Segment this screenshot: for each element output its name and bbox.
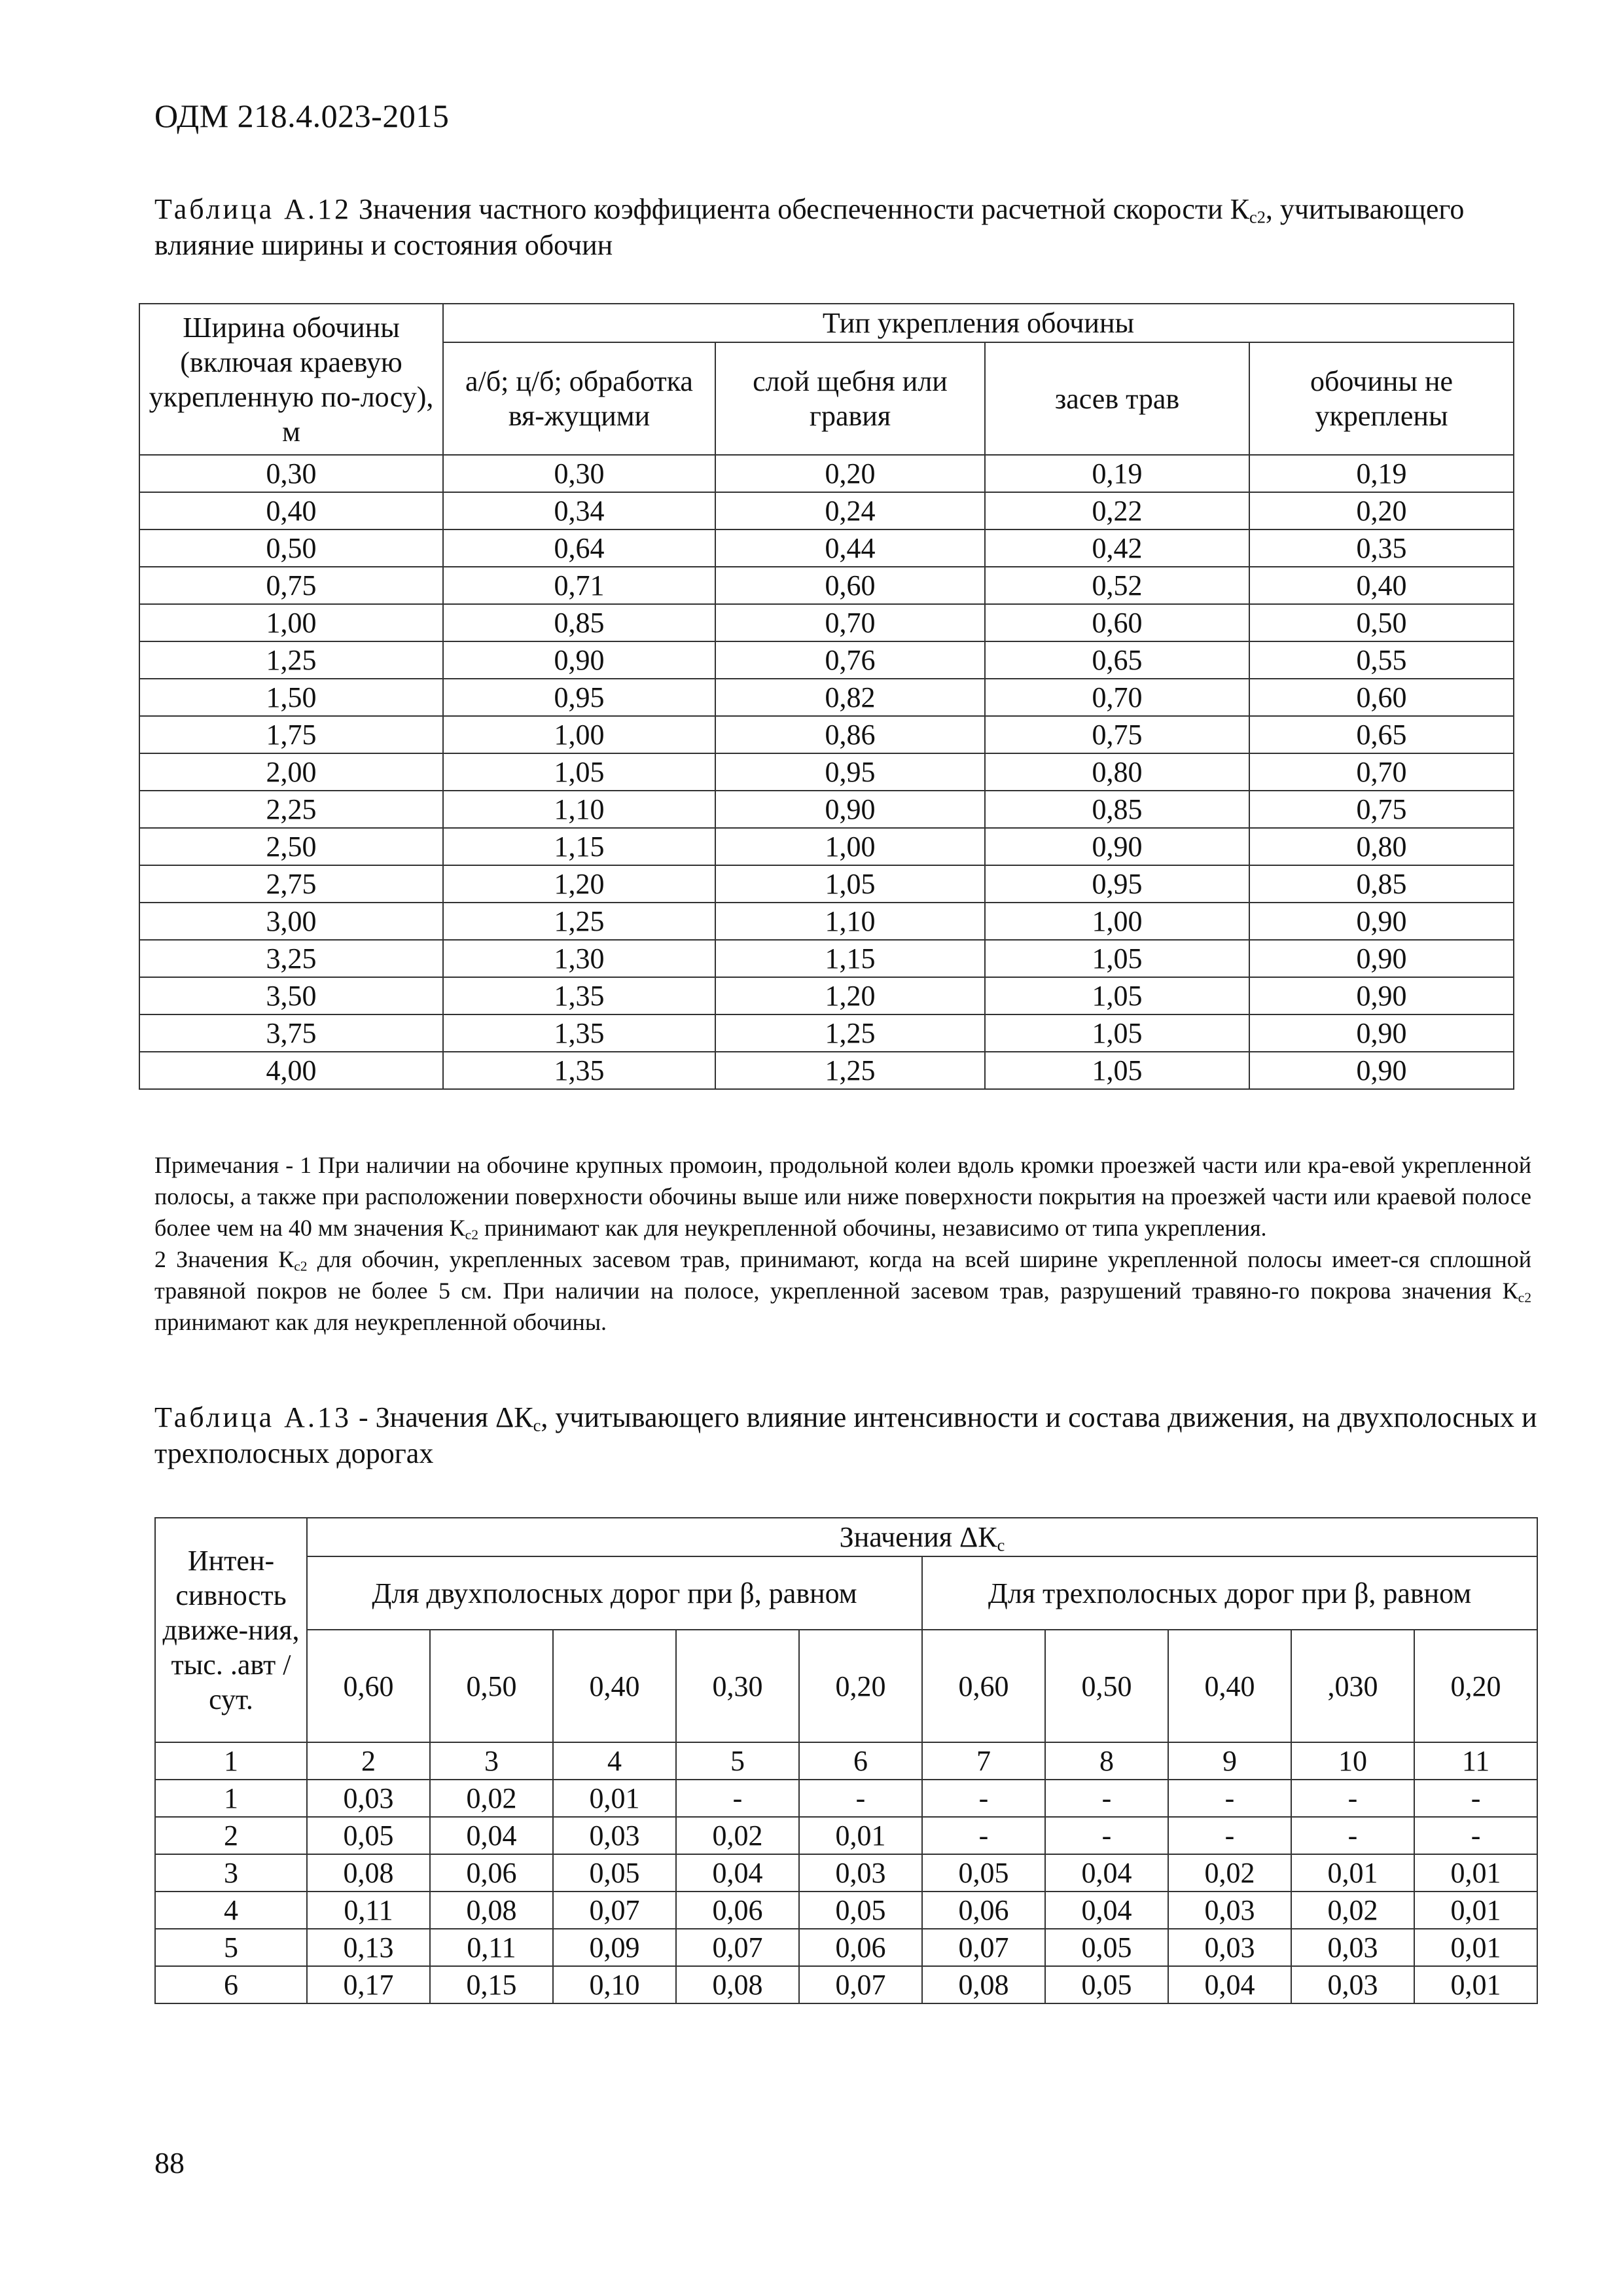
table-a12-subcol-asphalt: а/б; ц/б; обработка вя-жущими <box>443 342 715 455</box>
table-cell: 0,08 <box>676 1966 799 2003</box>
table-cell: 0,13 <box>307 1929 430 1966</box>
table-cell: 0,04 <box>430 1817 553 1854</box>
table-row <box>139 977 1514 1014</box>
table-cell: 0,90 <box>985 828 1249 865</box>
table-row <box>155 1854 1537 1892</box>
table-row <box>155 1892 1537 1929</box>
table-cell: 0,20 <box>1249 492 1514 529</box>
table-cell: 0,86 <box>715 716 985 753</box>
table-cell: 0,52 <box>985 567 1249 604</box>
note-1-sub: c2 <box>465 1227 479 1243</box>
table-cell: 0,60 <box>1249 679 1514 716</box>
table-cell: 0,03 <box>1168 1929 1291 1966</box>
table-cell: 2,25 <box>139 791 443 828</box>
note-2-text: 2 Значения К <box>154 1246 294 1272</box>
table-cell: 1,00 <box>443 716 715 753</box>
table-a13-beta-row <box>155 1630 1537 1742</box>
table-cell: 3,25 <box>139 940 443 977</box>
table-cell: 1,10 <box>715 903 985 940</box>
table-cell: 0,07 <box>553 1892 676 1929</box>
table-a12-label: Таблица А.12 <box>154 193 351 225</box>
table-row <box>139 455 1514 492</box>
table-cell: 1,35 <box>443 977 715 1014</box>
table-a13-caption <box>154 1399 1555 1471</box>
table-cell: 6 <box>155 1966 307 2003</box>
table-row <box>139 753 1514 791</box>
beta-value-cell: ,030 <box>1291 1630 1414 1742</box>
table-cell: 0,95 <box>443 679 715 716</box>
table-cell: 0,05 <box>1045 1929 1168 1966</box>
column-number-cell: 5 <box>676 1742 799 1780</box>
table-a13-label: Таблица А.13 <box>154 1401 351 1433</box>
table-cell: 0,30 <box>443 455 715 492</box>
table-a12-caption-text-2: , учитывающего влияние ширины и состояния обочин <box>154 193 1465 261</box>
table-row <box>139 940 1514 977</box>
table-cell: 0,06 <box>922 1892 1045 1929</box>
table-cell: 0,85 <box>1249 865 1514 903</box>
column-number-cell: 6 <box>799 1742 922 1780</box>
table-cell: 0,07 <box>676 1929 799 1966</box>
table-cell: 0,19 <box>985 455 1249 492</box>
table-cell: 3,50 <box>139 977 443 1014</box>
table-cell: 0,06 <box>676 1892 799 1929</box>
table-cell: 2,00 <box>139 753 443 791</box>
table-cell: 0,03 <box>307 1780 430 1817</box>
table-cell: 1,05 <box>985 977 1249 1014</box>
table-a13-col-intensity-header: Интен-сивность движе-ния, тыс. .авт /сут. <box>155 1518 307 1742</box>
table-cell: 0,02 <box>1291 1892 1414 1929</box>
table-cell: 3 <box>155 1854 307 1892</box>
table-cell: 1,15 <box>443 828 715 865</box>
table-cell: 0,01 <box>1414 1966 1537 2003</box>
column-number-cell: 2 <box>307 1742 430 1780</box>
table-a13-caption-text: - Значения ΔК <box>351 1401 533 1433</box>
table-a13-three-lane-header: Для трехполосных дорог при β, равном <box>922 1556 1537 1630</box>
table-row <box>139 641 1514 679</box>
table-cell: 0,90 <box>1249 1052 1514 1089</box>
table-a12-col-width-header: Ширина обочины (включая краевую укрепленную по-лосу), м <box>139 304 443 455</box>
table-cell: 0,90 <box>1249 977 1514 1014</box>
table-cell: 0,05 <box>1045 1966 1168 2003</box>
table-a12-subcol-grass: засев трав <box>985 342 1249 455</box>
table-cell: 0,44 <box>715 529 985 567</box>
table-cell: - <box>922 1780 1045 1817</box>
table-cell: 0,06 <box>430 1854 553 1892</box>
table-cell: 0,34 <box>443 492 715 529</box>
table-cell: 0,82 <box>715 679 985 716</box>
beta-value-cell: 0,60 <box>307 1630 430 1742</box>
note-1 <box>154 1149 1531 1244</box>
table-cell: 0,06 <box>799 1929 922 1966</box>
table-cell: 0,95 <box>985 865 1249 903</box>
column-number-cell: 10 <box>1291 1742 1414 1780</box>
table-row <box>155 1929 1537 1966</box>
table-cell: 2,50 <box>139 828 443 865</box>
table-cell: - <box>1291 1780 1414 1817</box>
table-a12-subcol-gravel: слой щебня или гравия <box>715 342 985 455</box>
table-cell: 1,25 <box>443 903 715 940</box>
table-a12 <box>139 303 1514 1090</box>
table-row <box>139 679 1514 716</box>
table-cell: 0,75 <box>985 716 1249 753</box>
table-cell: 0,76 <box>715 641 985 679</box>
table-a13 <box>154 1517 1538 2004</box>
note-2-text-2: для обочин, укрепленных засевом трав, принимают, когда на всей ширине укрепленной полосы имеет-ся сплошной травяной покров не более 5 см. При наличии на полосе, укрепленной засевом трав, разрушений травяно-го покрова значения К <box>154 1246 1531 1304</box>
table-cell: 0,05 <box>799 1892 922 1929</box>
note-2-text-3: принимают как для неукрепленной обочины. <box>154 1309 607 1335</box>
table-cell: 0,65 <box>1249 716 1514 753</box>
table-cell: 0,01 <box>1414 1929 1537 1966</box>
table-cell: 1,15 <box>715 940 985 977</box>
beta-value-cell: 0,40 <box>553 1630 676 1742</box>
table-cell: 0,03 <box>1291 1929 1414 1966</box>
table-cell: 0,50 <box>139 529 443 567</box>
document-code: ОДМ 218.4.023-2015 <box>154 98 450 134</box>
beta-value-cell: 0,20 <box>1414 1630 1537 1742</box>
table-cell: 0,70 <box>715 604 985 641</box>
table-cell: 2 <box>155 1817 307 1854</box>
table-cell: 4 <box>155 1892 307 1929</box>
table-cell: 0,35 <box>1249 529 1514 567</box>
page-number: 88 <box>154 2146 185 2179</box>
table-row <box>139 716 1514 753</box>
table-row <box>155 1966 1537 2003</box>
table-cell: 1,20 <box>443 865 715 903</box>
table-cell: 0,04 <box>1045 1892 1168 1929</box>
table-row <box>155 1817 1537 1854</box>
table-cell: 0,10 <box>553 1966 676 2003</box>
table-cell: 1,30 <box>443 940 715 977</box>
table-cell: - <box>1291 1817 1414 1854</box>
table-cell: 0,24 <box>715 492 985 529</box>
table-cell: 0,60 <box>715 567 985 604</box>
table-a13-group-title: Значения ΔК <box>839 1521 997 1553</box>
table-cell: 1,20 <box>715 977 985 1014</box>
table-cell: 1,05 <box>985 1052 1249 1089</box>
table-cell: 0,75 <box>139 567 443 604</box>
table-cell: 5 <box>155 1929 307 1966</box>
table-cell: 1,25 <box>715 1014 985 1052</box>
table-cell: 0,03 <box>553 1817 676 1854</box>
column-number-cell: 8 <box>1045 1742 1168 1780</box>
table-row <box>139 604 1514 641</box>
table-a13-group-header <box>307 1518 1537 1556</box>
table-cell: 1,05 <box>443 753 715 791</box>
table-cell: 0,17 <box>307 1966 430 2003</box>
table-cell: - <box>1045 1780 1168 1817</box>
table-cell: 0,90 <box>1249 940 1514 977</box>
table-cell: - <box>1168 1817 1291 1854</box>
table-row <box>139 1052 1514 1089</box>
table-cell: 0,55 <box>1249 641 1514 679</box>
table-cell: 0,90 <box>443 641 715 679</box>
table-cell: 0,01 <box>1414 1892 1537 1929</box>
table-row <box>139 567 1514 604</box>
table-cell: 0,22 <box>985 492 1249 529</box>
table-row <box>139 1014 1514 1052</box>
table-cell: - <box>676 1780 799 1817</box>
table-cell: 0,90 <box>715 791 985 828</box>
table-cell: 0,40 <box>1249 567 1514 604</box>
column-number-cell: 4 <box>553 1742 676 1780</box>
table-row <box>139 529 1514 567</box>
table-cell: 0,05 <box>307 1817 430 1854</box>
table-cell: 1,75 <box>139 716 443 753</box>
table-cell: 0,01 <box>1291 1854 1414 1892</box>
column-number-cell: 3 <box>430 1742 553 1780</box>
table-cell: 0,50 <box>1249 604 1514 641</box>
table-cell: 0,70 <box>1249 753 1514 791</box>
table-row <box>139 791 1514 828</box>
table-cell: 3,00 <box>139 903 443 940</box>
table-cell: - <box>922 1817 1045 1854</box>
table-cell: 1,05 <box>715 865 985 903</box>
table-cell: 0,08 <box>430 1892 553 1929</box>
table-row <box>139 903 1514 940</box>
table-cell: - <box>1414 1817 1537 1854</box>
table-cell: 0,20 <box>715 455 985 492</box>
table-cell: 0,03 <box>1291 1966 1414 2003</box>
table-cell: 0,01 <box>553 1780 676 1817</box>
table-cell: 0,95 <box>715 753 985 791</box>
table-a12-header-row <box>139 304 1514 342</box>
table-cell: - <box>1045 1817 1168 1854</box>
table-cell: 1,25 <box>715 1052 985 1089</box>
table-cell: 0,08 <box>922 1966 1045 2003</box>
table-cell: 0,30 <box>139 455 443 492</box>
beta-value-cell: 0,20 <box>799 1630 922 1742</box>
beta-value-cell: 0,30 <box>676 1630 799 1742</box>
table-cell: 0,07 <box>799 1966 922 2003</box>
table-cell: 0,75 <box>1249 791 1514 828</box>
table-cell: 0,04 <box>676 1854 799 1892</box>
table-cell: 0,65 <box>985 641 1249 679</box>
beta-value-cell: 0,60 <box>922 1630 1045 1742</box>
note-1-text-2: принимают как для неукрепленной обочины, независимо от типа укрепления. <box>478 1215 1267 1241</box>
table-cell: 1,05 <box>985 1014 1249 1052</box>
table-cell: 0,11 <box>430 1929 553 1966</box>
table-cell: 0,42 <box>985 529 1249 567</box>
table-cell: 0,85 <box>443 604 715 641</box>
table-cell: - <box>1168 1780 1291 1817</box>
table-cell: 2,75 <box>139 865 443 903</box>
table-a12-notes <box>154 1149 1531 1338</box>
table-cell: 3,75 <box>139 1014 443 1052</box>
table-row <box>155 1780 1537 1817</box>
table-cell: 1,05 <box>985 940 1249 977</box>
table-cell: 0,80 <box>985 753 1249 791</box>
beta-value-cell: 0,50 <box>430 1630 553 1742</box>
table-cell: 0,02 <box>676 1817 799 1854</box>
table-cell: 0,71 <box>443 567 715 604</box>
table-cell: 0,60 <box>985 604 1249 641</box>
table-cell: - <box>1414 1780 1537 1817</box>
table-a13-group-title-sub: c <box>997 1535 1005 1555</box>
table-cell: 4,00 <box>139 1052 443 1089</box>
table-cell: 0,01 <box>799 1817 922 1854</box>
table-cell: 0,03 <box>799 1854 922 1892</box>
table-cell: 0,85 <box>985 791 1249 828</box>
table-a12-subcol-unpaved: обочины не укреплены <box>1249 342 1514 455</box>
table-cell: 0,07 <box>922 1929 1045 1966</box>
table-cell: 0,05 <box>553 1854 676 1892</box>
note-2-sub-2: c2 <box>1518 1289 1531 1306</box>
table-cell: 0,90 <box>1249 903 1514 940</box>
column-number-cell: 11 <box>1414 1742 1537 1780</box>
table-cell: 0,04 <box>1168 1966 1291 2003</box>
table-cell: 1 <box>155 1780 307 1817</box>
table-a13-caption-sub: c <box>533 1415 541 1435</box>
table-cell: 0,02 <box>1168 1854 1291 1892</box>
beta-value-cell: 0,50 <box>1045 1630 1168 1742</box>
table-cell: 1,00 <box>715 828 985 865</box>
table-row <box>139 865 1514 903</box>
note-2 <box>154 1244 1531 1338</box>
table-cell: - <box>799 1780 922 1817</box>
table-cell: 0,64 <box>443 529 715 567</box>
table-cell: 0,70 <box>985 679 1249 716</box>
table-a12-caption-sub: c2 <box>1249 207 1266 227</box>
column-number-cell: 1 <box>155 1742 307 1780</box>
table-cell: 0,80 <box>1249 828 1514 865</box>
column-number-cell: 9 <box>1168 1742 1291 1780</box>
table-a13-lane-header-row <box>155 1556 1537 1630</box>
beta-value-cell: 0,40 <box>1168 1630 1291 1742</box>
table-row <box>139 828 1514 865</box>
table-row <box>139 492 1514 529</box>
table-cell: 0,19 <box>1249 455 1514 492</box>
table-cell: 1,35 <box>443 1052 715 1089</box>
table-cell: 0,01 <box>1414 1854 1537 1892</box>
note-2-sub: c2 <box>294 1258 308 1274</box>
table-cell: 1,35 <box>443 1014 715 1052</box>
table-cell: 0,11 <box>307 1892 430 1929</box>
table-cell: 1,00 <box>985 903 1249 940</box>
table-cell: 0,03 <box>1168 1892 1291 1929</box>
table-cell: 0,15 <box>430 1966 553 2003</box>
table-a13-column-number-row <box>155 1742 1537 1780</box>
table-cell: 0,04 <box>1045 1854 1168 1892</box>
table-cell: 1,10 <box>443 791 715 828</box>
table-cell: 0,90 <box>1249 1014 1514 1052</box>
table-a12-caption-text: Значения частного коэффициента обеспеченности расчетной скорости К <box>351 193 1249 225</box>
table-a13-caption-text-2: , учитывающего влияние интенсивности и состава движения, на двухполосных и трехполосных дорогах <box>154 1401 1537 1469</box>
table-cell: 0,40 <box>139 492 443 529</box>
table-cell: 1,00 <box>139 604 443 641</box>
column-number-cell: 7 <box>922 1742 1045 1780</box>
table-cell: 0,08 <box>307 1854 430 1892</box>
table-cell: 1,50 <box>139 679 443 716</box>
table-a13-header-row <box>155 1518 1537 1556</box>
table-cell: 0,09 <box>553 1929 676 1966</box>
table-a12-caption <box>154 191 1555 263</box>
table-cell: 1,25 <box>139 641 443 679</box>
note-1-text: Примечания - 1 При наличии на обочине крупных промоин, продольной колеи вдоль кромки проезжей части или кра-евой укрепленной полосы, а также при расположении поверхности обочины выше или ниже поверхности покрытия на проезжей части или краевой полосе более чем на 40 мм значения К <box>154 1152 1531 1241</box>
table-cell: 0,02 <box>430 1780 553 1817</box>
table-cell: 0,05 <box>922 1854 1045 1892</box>
table-a12-group-header: Тип укрепления обочины <box>443 304 1514 342</box>
table-a13-two-lane-header: Для двухполосных дорог при β, равном <box>307 1556 922 1630</box>
